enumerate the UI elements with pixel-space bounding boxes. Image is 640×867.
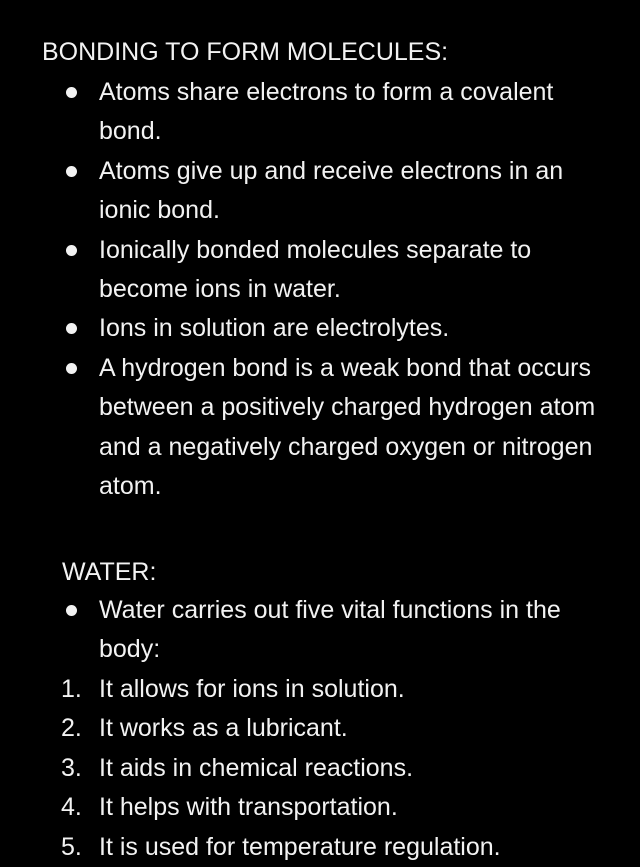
water-bullet-list bbox=[0, 591, 640, 670]
item-number: 5. bbox=[61, 832, 82, 861]
numbered-item bbox=[0, 749, 640, 788]
list-item bbox=[0, 349, 640, 507]
item-number: 3. bbox=[61, 753, 82, 782]
bullet-dot-icon bbox=[66, 166, 77, 177]
numbered-item-text: It allows for ions in solution. bbox=[99, 675, 405, 703]
water-functions-list bbox=[0, 670, 640, 867]
list-item bbox=[0, 309, 640, 348]
list-item bbox=[0, 152, 640, 231]
numbered-item-text: It helps with transportation. bbox=[99, 793, 398, 822]
item-number: 2. bbox=[61, 714, 82, 743]
numbered-item bbox=[0, 670, 640, 709]
numbered-item-text: It aids in chemical reactions. bbox=[99, 753, 414, 782]
bullet-dot-icon bbox=[66, 87, 77, 98]
list-item-text: Water carries out five vital functions in the body: bbox=[99, 596, 561, 664]
bonding-section-title: BONDING TO FORM MOLECULES: bbox=[42, 38, 449, 66]
list-item bbox=[0, 73, 640, 152]
numbered-item-text: It is used for temperature regulation. bbox=[99, 832, 501, 861]
numbered-item bbox=[0, 709, 640, 748]
list-item-text: Atoms give up and receive electrons in an ionic bond. bbox=[99, 156, 564, 225]
list-item bbox=[0, 591, 640, 670]
numbered-item bbox=[0, 828, 640, 867]
item-number: 1. bbox=[61, 675, 82, 703]
numbered-item bbox=[0, 788, 640, 827]
bullet-dot-icon bbox=[66, 363, 77, 374]
list-item bbox=[0, 231, 640, 310]
list-item-text: Ionically bonded molecules separate to become ions in water. bbox=[99, 235, 532, 304]
list-item-text: Atoms share electrons to form a covalent bond. bbox=[99, 78, 554, 146]
bullet-dot-icon bbox=[66, 323, 77, 334]
bonding-bullet-list bbox=[0, 73, 640, 506]
numbered-item-text: It works as a lubricant. bbox=[99, 714, 348, 743]
item-number: 4. bbox=[61, 793, 82, 822]
water-section-title: WATER: bbox=[62, 558, 157, 586]
list-item-text: Ions in solution are electrolytes. bbox=[99, 314, 450, 343]
list-item-text: A hydrogen bond is a weak bond that occurs between a positively charged hydrogen atom and a negatively charged oxygen or nitrogen atom. bbox=[99, 353, 596, 501]
bullet-dot-icon bbox=[66, 605, 77, 616]
bullet-dot-icon bbox=[66, 245, 77, 256]
